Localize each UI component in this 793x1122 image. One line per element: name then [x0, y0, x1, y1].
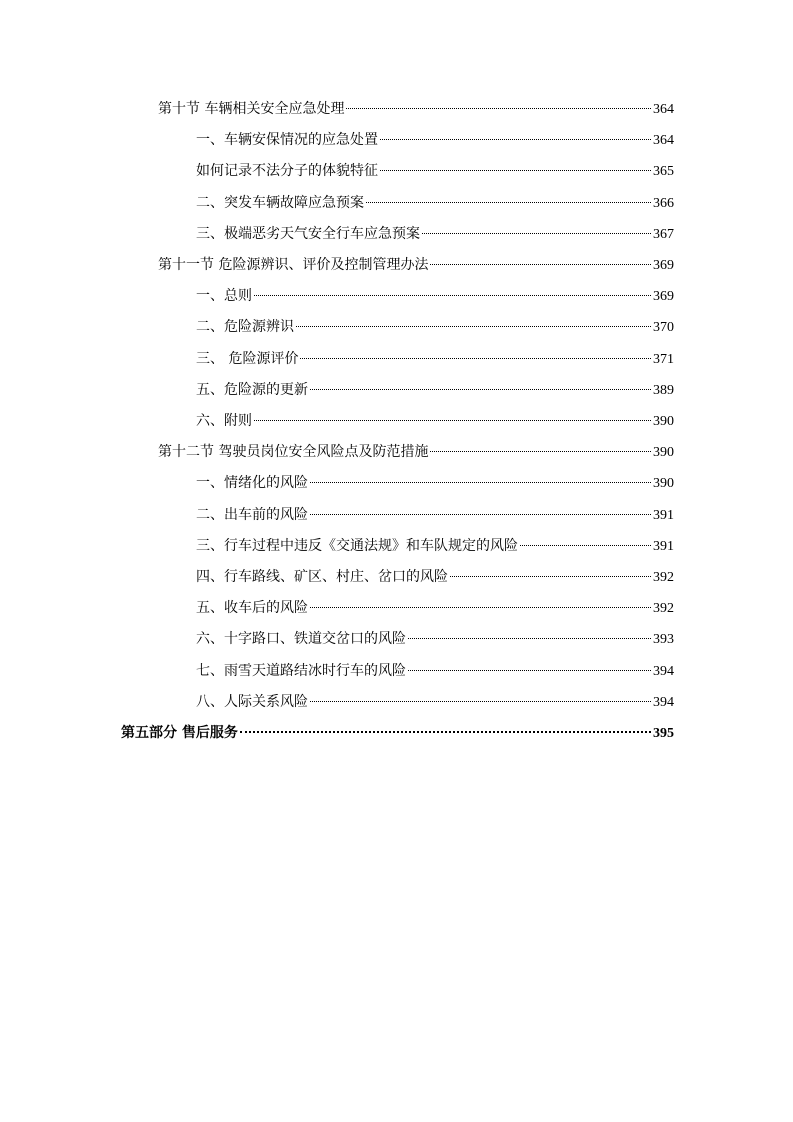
dot-leader — [310, 701, 651, 702]
toc-entry-title: 一、车辆安保情况的应急处置 — [196, 132, 378, 149]
toc-entry-title: 一、总则 — [196, 288, 252, 305]
toc-entry-page-number: 393 — [653, 632, 674, 648]
dot-leader — [310, 389, 651, 390]
toc-entry[interactable] — [196, 472, 674, 494]
toc-entry-title: 五、危险源的更新 — [196, 381, 308, 398]
dot-leader — [254, 420, 651, 421]
toc-entry-title: 六、附则 — [196, 413, 252, 429]
toc-entry-title: 三、 危险源评价 — [196, 350, 299, 367]
toc-entry[interactable] — [196, 316, 674, 338]
toc-entry-page-number: 392 — [653, 601, 674, 617]
toc-entry-title: 六、十字路口、铁道交岔口的风险 — [196, 631, 406, 648]
toc-entry-title: 四、行车路线、矿区、村庄、岔口的风险 — [196, 569, 448, 585]
toc-entry[interactable] — [196, 348, 674, 370]
dot-leader — [450, 576, 651, 577]
toc-entry[interactable] — [158, 254, 674, 276]
toc-entry[interactable] — [158, 98, 674, 120]
dot-leader — [430, 451, 651, 452]
toc-entry[interactable] — [196, 566, 674, 588]
toc-entry-page-number: 369 — [653, 289, 674, 305]
toc-entry-title: 第五部分 售后服务 — [121, 725, 238, 741]
toc-entry-page-number: 390 — [653, 476, 674, 492]
toc-entry-title: 三、极端恶劣天气安全行车应急预案 — [196, 225, 420, 242]
toc-entry-title: 如何记录不法分子的体貌特征 — [196, 163, 378, 180]
dot-leader — [366, 202, 651, 203]
toc-entry-title: 一、情绪化的风险 — [196, 475, 308, 492]
toc-entry-page-number: 367 — [653, 226, 674, 242]
dot-leader — [422, 233, 651, 234]
toc-entry-page-number: 394 — [653, 663, 674, 679]
toc-entry-title: 第十一节 危险源辨识、评价及控制管理办法 — [158, 257, 429, 273]
dot-leader — [408, 670, 651, 671]
toc-entry-page-number: 369 — [653, 258, 674, 273]
toc-entry[interactable] — [196, 192, 674, 214]
dot-leader — [380, 170, 651, 171]
toc-entry-page-number: 390 — [653, 445, 674, 461]
toc-entry[interactable] — [196, 223, 674, 245]
toc-entry-page-number: 391 — [653, 538, 674, 554]
toc-entry[interactable] — [196, 410, 674, 432]
dot-leader — [310, 514, 651, 515]
dot-leader — [240, 731, 651, 733]
toc-entry-page-number: 390 — [653, 414, 674, 429]
dot-leader — [254, 295, 651, 296]
toc-entry-page-number: 395 — [653, 726, 674, 741]
toc-entry[interactable] — [196, 285, 674, 307]
dot-leader — [310, 607, 651, 608]
toc-entry-title: 二、突发车辆故障应急预案 — [196, 194, 364, 211]
toc-entry-page-number: 371 — [653, 351, 674, 367]
toc-entry[interactable] — [196, 597, 674, 619]
toc-entry[interactable] — [196, 660, 674, 682]
toc-entry-title: 二、危险源辨识 — [196, 319, 294, 336]
toc-entry-page-number: 391 — [653, 507, 674, 523]
toc-entry-title: 第十节 车辆相关安全应急处理 — [158, 101, 345, 117]
toc-entry-title: 七、雨雪天道路结冰时行车的风险 — [196, 662, 406, 679]
toc-entry-page-number: 389 — [653, 382, 674, 398]
toc-entry-page-number: 392 — [653, 570, 674, 585]
toc-entry[interactable] — [196, 379, 674, 401]
toc-entry[interactable] — [196, 129, 674, 151]
toc-entry[interactable] — [196, 628, 674, 650]
dot-leader — [408, 638, 651, 639]
toc-entry[interactable] — [121, 722, 674, 744]
toc-entry-title: 八、人际关系风险 — [196, 693, 308, 710]
toc-entry-title: 五、收车后的风险 — [196, 600, 308, 617]
dot-leader — [380, 139, 651, 140]
dot-leader — [520, 545, 651, 546]
toc-entry[interactable] — [158, 441, 674, 463]
dot-leader — [300, 358, 651, 359]
toc-entry[interactable] — [196, 535, 674, 557]
dot-leader — [310, 482, 651, 483]
toc-entry-page-number: 365 — [653, 164, 674, 180]
toc-entry-title: 第十二节 驾驶员岗位安全风险点及防范措施 — [158, 444, 429, 461]
toc-entry-page-number: 364 — [653, 102, 674, 117]
dot-leader — [296, 326, 651, 327]
dot-leader — [346, 108, 651, 109]
toc-entry-page-number: 370 — [653, 320, 674, 336]
toc-entry-page-number: 366 — [653, 195, 674, 211]
dot-leader — [430, 264, 651, 265]
toc-entry-title: 三、行车过程中违反《交通法规》和车队规定的风险 — [196, 537, 518, 554]
toc-entry[interactable] — [196, 691, 674, 713]
toc-entry[interactable] — [196, 160, 674, 182]
toc-entry[interactable] — [196, 504, 674, 526]
toc-entry-title: 二、出车前的风险 — [196, 506, 308, 523]
toc-entry-page-number: 394 — [653, 694, 674, 710]
toc-entry-page-number: 364 — [653, 133, 674, 149]
